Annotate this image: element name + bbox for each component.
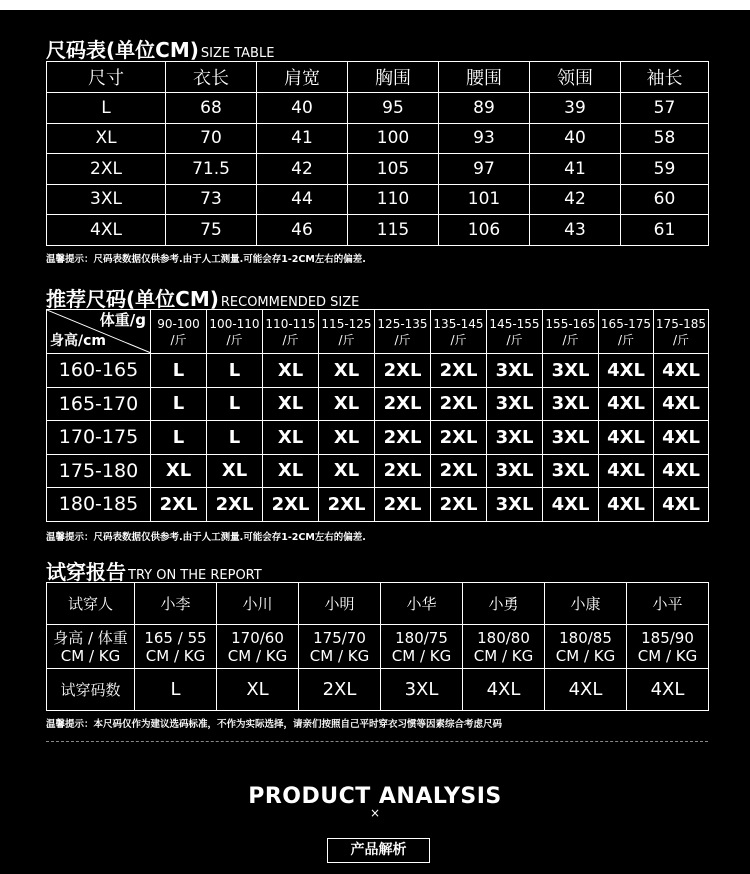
tester-measure — [299, 625, 381, 669]
tester-name: 小华 — [381, 583, 463, 625]
size-table-cell: 46 — [257, 215, 348, 246]
tester-measure — [627, 625, 709, 669]
recommended-size-cell: XL — [263, 354, 319, 388]
size-table-cell: 105 — [348, 154, 439, 185]
tester-unit: CM / KG — [555, 646, 616, 665]
weight-range-value: 145-155 — [489, 316, 540, 331]
recommended-size-cell: XL — [319, 454, 375, 488]
weight-range-value: 90-100 — [157, 316, 200, 331]
product-analysis-badge: 产品解析 — [327, 838, 430, 863]
tester-unit: CM / KG — [145, 646, 206, 665]
size-table-cell: 3XL — [47, 184, 166, 215]
tester-name: 小李 — [135, 583, 217, 625]
recommended-row — [47, 421, 709, 455]
weight-range-value: 100-110 — [209, 316, 260, 331]
recommended-size-cell: 3XL — [543, 354, 599, 388]
recommended-size-cell: 3XL — [487, 387, 543, 421]
recommended-size-cell: XL — [319, 354, 375, 388]
recommended-size-cell: 3XL — [487, 354, 543, 388]
size-table-cell: 39 — [530, 93, 621, 124]
recommended-size-cell: 3XL — [543, 387, 599, 421]
size-table-cell: 57 — [621, 93, 709, 124]
weight-range-value: 165-175 — [600, 316, 652, 331]
weight-range-unit: /斤 — [506, 332, 523, 347]
size-table-cell: 71.5 — [166, 154, 257, 185]
size-table-header-cell: 腰围 — [439, 62, 530, 93]
recommended-size-cell: 3XL — [487, 454, 543, 488]
size-table-cell: 42 — [530, 184, 621, 215]
size-table-cell: 70 — [166, 123, 257, 154]
recommended-size-cell: 3XL — [487, 488, 543, 522]
size-table-row — [47, 215, 709, 246]
weight-range-header — [375, 310, 431, 354]
recommended-size-cell: 2XL — [375, 421, 431, 455]
weight-range-header — [151, 310, 207, 354]
size-table-cell: 89 — [439, 93, 530, 124]
weight-range-unit: /斤 — [338, 332, 355, 347]
weight-range-header — [263, 310, 319, 354]
recommended-size-cell: L — [151, 387, 207, 421]
recommended-size-cell: 2XL — [207, 488, 263, 522]
recommended-size-title-cn: 推荐尺码(单位CM) — [46, 287, 219, 311]
size-table-cell: 101 — [439, 184, 530, 215]
weight-range-value: 115-125 — [321, 316, 372, 331]
size-table-row — [47, 123, 709, 154]
size-table-cell: 93 — [439, 123, 530, 154]
weight-range-unit: /斤 — [450, 332, 467, 347]
tester-size: 4XL — [545, 669, 627, 711]
recommended-size-cell: L — [207, 421, 263, 455]
recommended-size-cell: XL — [207, 454, 263, 488]
recommended-size-cell: 4XL — [599, 387, 654, 421]
recommended-size-cell: XL — [319, 387, 375, 421]
tester-hw: 180/80 — [477, 628, 530, 647]
recommended-size-cell: XL — [263, 387, 319, 421]
tester-name: 小平 — [627, 583, 709, 625]
recommended-row — [47, 387, 709, 421]
size-table-header-row — [47, 62, 709, 93]
size-table-cell: 106 — [439, 215, 530, 246]
size-table-header-cell: 胸围 — [348, 62, 439, 93]
recommended-size-cell: 3XL — [543, 454, 599, 488]
tester-unit: CM / KG — [309, 646, 370, 665]
size-table-row — [47, 93, 709, 124]
recommended-size-cell: XL — [263, 421, 319, 455]
recommended-size-cell: 4XL — [543, 488, 599, 522]
recommended-size-cell: 2XL — [431, 421, 487, 455]
recommended-size-cell: 3XL — [487, 421, 543, 455]
recommended-size-cell: 2XL — [375, 454, 431, 488]
tester-size: XL — [217, 669, 299, 711]
recommended-corner-cell — [47, 310, 151, 354]
size-table-cell: 2XL — [47, 154, 166, 185]
tester-measure — [381, 625, 463, 669]
recommended-size-cell: 4XL — [599, 421, 654, 455]
tester-size: 4XL — [463, 669, 545, 711]
recommended-size-cell: XL — [151, 454, 207, 488]
size-table-cell: 43 — [530, 215, 621, 246]
tester-unit: CM / KG — [227, 646, 288, 665]
tester-hw: 185/90 — [641, 628, 694, 647]
try-on-measure-row — [47, 625, 709, 669]
weight-range-value: 125-135 — [377, 316, 428, 331]
weight-range-header — [207, 310, 263, 354]
size-table-cell: 97 — [439, 154, 530, 185]
hw-unit-label: CM / KG — [60, 646, 121, 665]
recommended-size-cell: 4XL — [599, 454, 654, 488]
recommended-size-cell: L — [151, 421, 207, 455]
height-range-cell: 160-165 — [47, 354, 151, 388]
try-on-row-label: 试穿码数 — [47, 669, 135, 711]
height-range-cell: 175-180 — [47, 454, 151, 488]
product-analysis-title: PRODUCT ANALYSIS — [248, 784, 502, 809]
tester-hw: 165 / 55 — [144, 628, 207, 647]
size-table-cell: 95 — [348, 93, 439, 124]
recommended-size-cell: L — [151, 354, 207, 388]
recommended-size-title — [46, 283, 359, 312]
recommended-size-cell: 4XL — [654, 354, 709, 388]
weight-range-header — [319, 310, 375, 354]
size-table-row — [47, 184, 709, 215]
size-table-header-cell: 衣长 — [166, 62, 257, 93]
size-table-cell: 40 — [257, 93, 348, 124]
size-table-cell: 100 — [348, 123, 439, 154]
tester-name: 小勇 — [463, 583, 545, 625]
size-table-note: 温馨提示：尺码表数据仅供参考.由于人工测量.可能会存1-2CM左右的偏差. — [46, 254, 366, 265]
recommended-size-cell: 2XL — [151, 488, 207, 522]
tester-size: 4XL — [627, 669, 709, 711]
try-on-size-row — [47, 669, 709, 711]
weight-range-header — [599, 310, 654, 354]
recommended-row — [47, 354, 709, 388]
weight-axis-label: 体重/g — [99, 311, 146, 329]
size-table-cell: 73 — [166, 184, 257, 215]
weight-range-header — [654, 310, 709, 354]
size-table-cell: 61 — [621, 215, 709, 246]
size-table-cell: L — [47, 93, 166, 124]
try-on-name-row — [47, 583, 709, 625]
recommended-size-cell: 2XL — [263, 488, 319, 522]
size-table-cell: 44 — [257, 184, 348, 215]
size-table-header-cell: 袖长 — [621, 62, 709, 93]
recommended-size-cell: 2XL — [431, 387, 487, 421]
tester-measure — [545, 625, 627, 669]
size-table-header-cell: 领围 — [530, 62, 621, 93]
size-table-cell: 58 — [621, 123, 709, 154]
try-on-title-cn: 试穿报告 — [46, 560, 126, 584]
recommended-size-cell: 2XL — [375, 354, 431, 388]
size-table-cell: 68 — [166, 93, 257, 124]
tester-hw: 180/75 — [395, 628, 448, 647]
weight-range-header — [487, 310, 543, 354]
size-table-title — [46, 34, 274, 63]
tester-name: 小川 — [217, 583, 299, 625]
tester-size: 3XL — [381, 669, 463, 711]
tester-size: L — [135, 669, 217, 711]
recommended-size-table — [46, 309, 709, 522]
size-table-title-cn: 尺码表(单位CM) — [46, 38, 199, 62]
tester-hw: 170/60 — [231, 628, 284, 647]
weight-range-header — [431, 310, 487, 354]
tester-measure — [217, 625, 299, 669]
cross-mark: × — [369, 806, 381, 820]
size-table-cell: 115 — [348, 215, 439, 246]
size-table-cell: 42 — [257, 154, 348, 185]
size-table-cell: 60 — [621, 184, 709, 215]
tester-unit: CM / KG — [473, 646, 534, 665]
size-table-header-cell: 尺寸 — [47, 62, 166, 93]
tester-hw: 175/70 — [313, 628, 366, 647]
recommended-size-note: 温馨提示：尺码表数据仅供参考.由于人工测量.可能会存1-2CM左右的偏差. — [46, 532, 366, 543]
recommended-header-row — [47, 310, 709, 354]
tester-hw: 180/85 — [559, 628, 612, 647]
weight-range-value: 110-115 — [265, 316, 316, 331]
recommended-size-title-en: RECOMMENDED SIZE — [220, 295, 360, 310]
recommended-size-cell: XL — [319, 421, 375, 455]
recommended-size-cell: XL — [263, 454, 319, 488]
weight-range-unit: /斤 — [170, 332, 187, 347]
recommended-size-cell: 4XL — [599, 354, 654, 388]
weight-range-value: 135-145 — [433, 316, 484, 331]
size-table-title-en: SIZE TABLE — [200, 46, 275, 61]
recommended-size-cell: 2XL — [431, 488, 487, 522]
recommended-size-cell: 4XL — [654, 421, 709, 455]
recommended-size-cell: 3XL — [543, 421, 599, 455]
try-on-note: 温馨提示：本尺码仅作为建议选码标准，不作为实际选择，请亲们按照自己平时穿衣习惯等因素综合考虑尺码 — [46, 719, 503, 730]
size-table-cell: XL — [47, 123, 166, 154]
try-on-title-en: TRY ON THE REPORT — [128, 568, 262, 583]
recommended-row — [47, 488, 709, 522]
tester-name: 小明 — [299, 583, 381, 625]
tester-name: 小康 — [545, 583, 627, 625]
recommended-size-cell: 2XL — [375, 488, 431, 522]
size-table-cell: 75 — [166, 215, 257, 246]
size-table-row — [47, 154, 709, 185]
recommended-size-cell: L — [207, 354, 263, 388]
height-range-cell: 165-170 — [47, 387, 151, 421]
weight-range-unit: /斤 — [617, 332, 635, 347]
size-table-header-cell: 肩宽 — [257, 62, 348, 93]
recommended-size-cell: 4XL — [654, 454, 709, 488]
recommended-size-cell: L — [207, 387, 263, 421]
try-on-title — [46, 556, 262, 585]
top-border-strip — [0, 0, 750, 10]
size-table — [46, 61, 709, 246]
recommended-size-cell: 2XL — [431, 454, 487, 488]
tester-size: 2XL — [299, 669, 381, 711]
size-table-cell: 59 — [621, 154, 709, 185]
recommended-size-cell: 4XL — [599, 488, 654, 522]
size-table-cell: 110 — [348, 184, 439, 215]
recommended-size-cell: 4XL — [654, 387, 709, 421]
weight-range-unit: /斤 — [672, 332, 690, 347]
size-table-cell: 41 — [530, 154, 621, 185]
weight-range-unit: /斤 — [562, 332, 579, 347]
height-range-cell: 180-185 — [47, 488, 151, 522]
weight-range-header — [543, 310, 599, 354]
height-range-cell: 170-175 — [47, 421, 151, 455]
try-on-row-label — [47, 625, 135, 669]
weight-range-unit: /斤 — [226, 332, 243, 347]
recommended-size-cell: 2XL — [375, 387, 431, 421]
dashed-divider — [46, 741, 708, 742]
recommended-size-cell: 2XL — [319, 488, 375, 522]
tester-measure — [135, 625, 217, 669]
weight-range-value: 155-165 — [545, 316, 596, 331]
weight-range-unit: /斤 — [282, 332, 299, 347]
size-table-cell: 41 — [257, 123, 348, 154]
tester-unit: CM / KG — [391, 646, 452, 665]
size-table-cell: 40 — [530, 123, 621, 154]
recommended-size-cell: 4XL — [654, 488, 709, 522]
tester-unit: CM / KG — [637, 646, 698, 665]
try-on-table — [46, 582, 709, 711]
height-axis-label: 身高/cm — [50, 333, 106, 349]
hw-label: 身高 / 体重 — [53, 628, 128, 647]
recommended-size-cell: 2XL — [431, 354, 487, 388]
weight-range-unit: /斤 — [394, 332, 411, 347]
try-on-row-label: 试穿人 — [47, 583, 135, 625]
recommended-row — [47, 454, 709, 488]
tester-measure — [463, 625, 545, 669]
size-table-cell: 4XL — [47, 215, 166, 246]
weight-range-value: 175-185 — [655, 316, 707, 331]
